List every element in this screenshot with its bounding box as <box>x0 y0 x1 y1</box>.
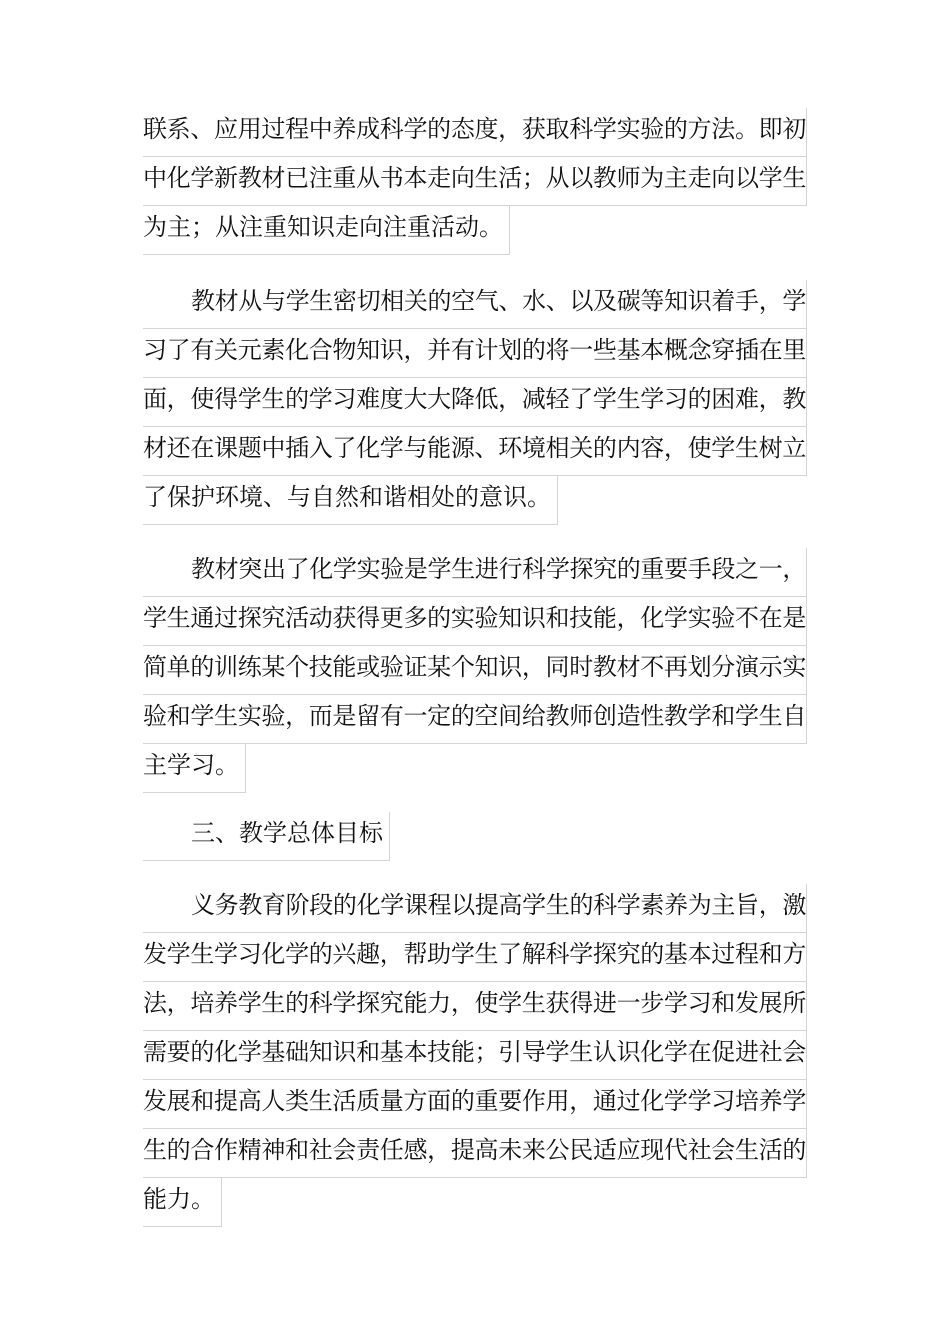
text-line: 发展和提高人类生活质量方面的重要作用，通过化学学习培养学 <box>143 1080 807 1129</box>
text-line: 法，培养学生的科学探究能力，使学生获得进一步学习和发展所 <box>143 982 807 1031</box>
text-line: 了保护环境、与自然和谐相处的意识。 <box>143 476 558 525</box>
text-line: 生的合作精神和社会责任感，提高未来公民适应现代社会生活的 <box>143 1129 807 1178</box>
text-line: 需要的化学基础知识和基本技能；引导学生认识化学在促进社会 <box>143 1031 807 1080</box>
text-line: 义务教育阶段的化学课程以提高学生的科学素养为主旨，激 <box>143 884 807 933</box>
text-line: 能力。 <box>143 1178 222 1227</box>
text-line: 简单的训练某个技能或验证某个知识，同时教材不再划分演示实 <box>143 646 807 695</box>
text-line: 教材从与学生密切相关的空气、水、以及碳等知识着手，学 <box>143 280 807 329</box>
paragraph-curriculum-shift <box>143 108 807 259</box>
text-line: 中化学新教材已注重从书本走向生活；从以教师为主走向以学生 <box>143 157 807 206</box>
text-line: 材还在课题中插入了化学与能源、环境相关的内容，使学生树立 <box>143 427 807 476</box>
text-line: 主学习。 <box>143 744 246 793</box>
text-line: 教材突出了化学实验是学生进行科学探究的重要手段之一， <box>143 548 807 597</box>
text-line: 习了有关元素化合物知识，并有计划的将一些基本概念穿插在里 <box>143 329 807 378</box>
section-heading-teaching-goals <box>143 812 807 865</box>
text-line: 为主；从注重知识走向注重活动。 <box>143 206 510 255</box>
paragraph-overall-goals <box>143 884 807 1231</box>
paragraph-textbook-content <box>143 280 807 529</box>
paragraph-experiments <box>143 548 807 797</box>
text-line: 学生通过探究活动获得更多的实验知识和技能，化学实验不在是 <box>143 597 807 646</box>
text-line: 面，使得学生的学习难度大大降低，减轻了学生学习的困难，教 <box>143 378 807 427</box>
text-line: 发学生学习化学的兴趣，帮助学生了解科学探究的基本过程和方 <box>143 933 807 982</box>
text-line: 验和学生实验，而是留有一定的空间给教师创造性教学和学生自 <box>143 695 807 744</box>
section-heading: 三、教学总体目标 <box>143 812 390 861</box>
text-line: 联系、应用过程中养成科学的态度，获取科学实验的方法。即初 <box>143 108 807 157</box>
